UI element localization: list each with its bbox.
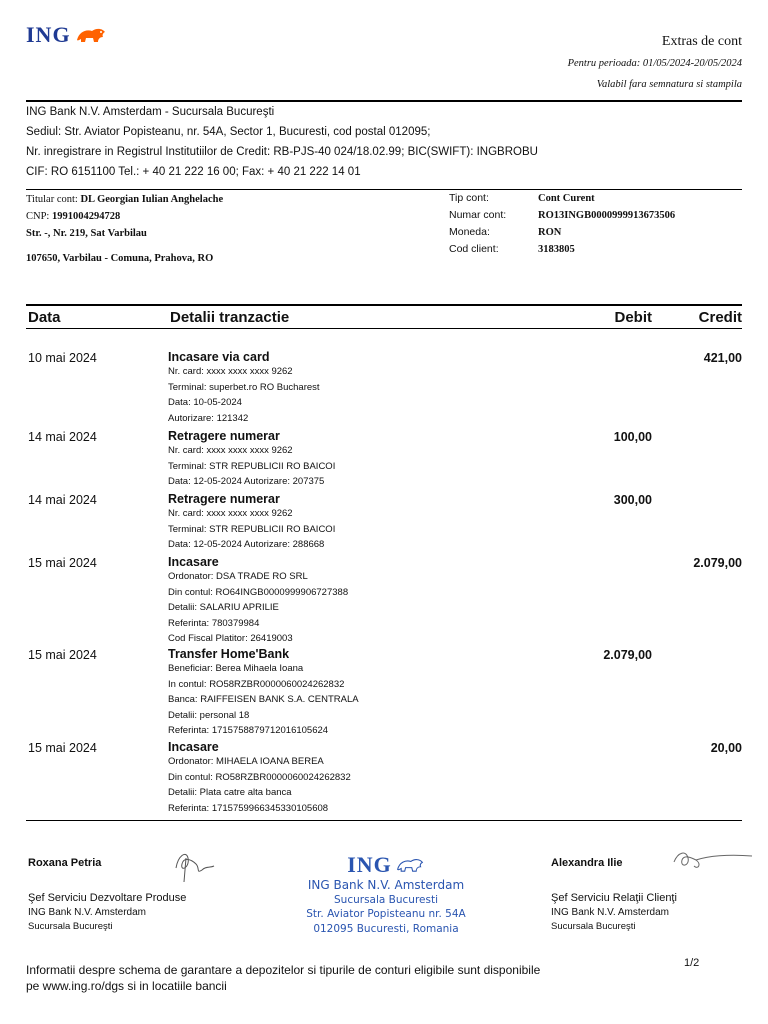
header-date: Data bbox=[28, 309, 61, 326]
table-header-rule bbox=[26, 328, 742, 329]
header-credit: Credit bbox=[698, 309, 742, 326]
row-detail: Nr. card: xxxx xxxx xxxx 9262 bbox=[168, 445, 293, 456]
row-detail: Data: 12-05-2024 Autorizare: 207375 bbox=[168, 476, 325, 488]
account-details bbox=[449, 190, 675, 258]
ing-logo bbox=[26, 22, 108, 48]
row-title: Incasare via card bbox=[168, 350, 270, 364]
account-holder bbox=[26, 191, 223, 267]
row-detail: In contul: RO58RZBR0000060024262832 bbox=[168, 678, 345, 690]
row-detail: Din contul: RO58RZBR0000060024262832 bbox=[168, 771, 351, 783]
row-detail: Referinta: 780379984 bbox=[168, 617, 260, 629]
table-row bbox=[168, 740, 351, 816]
account-detail-row bbox=[449, 190, 675, 207]
account-detail-label: Numar cont: bbox=[449, 209, 507, 221]
doc-title: Extras de cont bbox=[661, 34, 742, 49]
row-credit: 20,00 bbox=[710, 741, 742, 755]
signature-left-role: Şef Serviciu Dezvoltare Produse bbox=[28, 892, 187, 904]
row-detail: Detalii: personal 18 bbox=[168, 709, 250, 721]
signature-right-branch: Sucursala Bucureşti bbox=[551, 921, 636, 932]
row-detail: Detalii: SALARIU APRILIE bbox=[168, 602, 279, 614]
cnp-line bbox=[26, 208, 223, 225]
row-date: 14 mai 2024 bbox=[28, 493, 97, 507]
row-date: 15 mai 2024 bbox=[28, 556, 97, 570]
row-debit: 2.079,00 bbox=[603, 648, 652, 662]
row-detail: Data: 10-05-2024 bbox=[168, 397, 242, 409]
holder-line bbox=[26, 191, 223, 208]
row-title: Retragere numerar bbox=[168, 492, 280, 506]
footer-line: pe www.ing.ro/dgs si in locatiile bancii bbox=[26, 979, 227, 993]
signature-left-block bbox=[28, 891, 186, 934]
row-detail: Data: 12-05-2024 Autorizare: 288668 bbox=[168, 539, 325, 551]
lion-icon bbox=[395, 855, 425, 875]
row-detail: Referinta: 171575996634533010​5608 bbox=[168, 802, 329, 814]
row-detail: Terminal: superbet.ro RO Bucharest bbox=[168, 381, 320, 393]
stamp-logo-text: ING bbox=[347, 852, 392, 877]
row-title: Transfer Home'Bank bbox=[168, 647, 290, 661]
row-date: 15 mai 2024 bbox=[28, 741, 97, 755]
address-line-1: Str. -, Nr. 219, Sat Varbilau bbox=[26, 228, 147, 239]
row-detail: Cod Fiscal Platitor: 26419003 bbox=[168, 633, 293, 645]
table-row bbox=[168, 647, 359, 739]
address-line-2: 107650, Varbilau - Comuna, Prahova, RO bbox=[26, 253, 214, 264]
signature-left-name: Roxana Petria bbox=[28, 857, 102, 869]
row-title: Incasare bbox=[168, 740, 219, 754]
stamp-line: Str. Aviator Popisteanu nr. 54A bbox=[306, 908, 466, 920]
account-detail-label: Cod client: bbox=[449, 243, 499, 255]
row-title: Incasare bbox=[168, 555, 219, 569]
signature-right-role: Şef Serviciu Relaţii Clienţi bbox=[551, 892, 677, 904]
stamp-line: Sucursala Bucuresti bbox=[334, 894, 438, 906]
bank-info-line: Nr. inregistrare in Registrul Institutiilor de Credit: RB-PJS-40 024/18.02.99; BIC(SWIFT): INGBROBU bbox=[26, 146, 538, 158]
row-credit: 421,00 bbox=[703, 351, 742, 365]
account-detail-label: Moneda: bbox=[449, 226, 490, 238]
stamp-line: 012095 Bucuresti, Romania bbox=[313, 923, 459, 935]
footer-line: Informatii despre schema de garantare a depozitelor si tipurile de conturi eligibile sunt disponibile bbox=[26, 963, 541, 977]
cnp-label: CNP: bbox=[26, 211, 50, 222]
row-debit: 100,00 bbox=[613, 430, 652, 444]
row-date: 10 mai 2024 bbox=[28, 351, 97, 365]
row-credit: 2.079,00 bbox=[693, 556, 742, 570]
signature-right-name: Alexandra Ilie bbox=[551, 857, 623, 869]
table-row bbox=[168, 555, 348, 647]
signature-icon bbox=[166, 838, 226, 888]
account-detail-value: RON bbox=[538, 227, 562, 238]
account-detail-row bbox=[449, 207, 675, 224]
page-number: 1/2 bbox=[684, 957, 700, 969]
signature-right-org: ING Bank N.V. Amsterdam bbox=[551, 907, 670, 918]
account-detail-value: Cont Curent bbox=[538, 193, 595, 204]
row-detail: Detalii: Plata catre alta banca bbox=[168, 787, 292, 799]
row-detail: Nr. card: xxxx xxxx xxxx 9262 bbox=[168, 508, 293, 519]
signature-right-block bbox=[551, 891, 677, 934]
footer-text bbox=[26, 962, 540, 994]
account-detail-row bbox=[449, 224, 675, 241]
row-detail: Terminal: STR REPUBLICII RO BAICOI bbox=[168, 523, 336, 535]
account-detail-row bbox=[449, 241, 675, 258]
period: Pentru perioada: 01/05/2024-20/05/2024 bbox=[567, 58, 742, 69]
lion-icon bbox=[74, 24, 108, 46]
bank-info bbox=[26, 102, 538, 182]
row-detail: Referinta: 171575887971201​6105624 bbox=[168, 725, 329, 737]
table-row bbox=[168, 429, 335, 490]
row-detail: Ordonator: MIHAELA IOANA BEREA bbox=[168, 756, 324, 767]
signature-icon bbox=[668, 840, 758, 880]
header-details: Detalii tranzactie bbox=[170, 309, 290, 326]
table-row bbox=[168, 350, 320, 426]
holder-name: DL Georgian Iulian Anghelache bbox=[80, 194, 224, 205]
table-bottom-rule bbox=[26, 820, 742, 821]
row-detail: Terminal: STR REPUBLICII RO BAICOI bbox=[168, 460, 336, 472]
signature-left-org: ING Bank N.V. Amsterdam bbox=[28, 907, 147, 918]
account-detail-label: Tip cont: bbox=[449, 192, 489, 204]
account-detail-value: 3183805 bbox=[538, 244, 575, 255]
holder-label: Titular cont: bbox=[26, 194, 78, 205]
table-top-rule bbox=[26, 304, 742, 306]
row-date: 14 mai 2024 bbox=[28, 430, 97, 444]
logo-text: ING bbox=[26, 22, 71, 47]
row-date: 15 mai 2024 bbox=[28, 648, 97, 662]
table-row bbox=[168, 492, 335, 553]
row-debit: 300,00 bbox=[613, 493, 652, 507]
header-debit: Debit bbox=[614, 309, 652, 326]
account-detail-value: RO13INGB0000999913673506 bbox=[538, 210, 676, 221]
bank-info-line: ING Bank N.V. Amsterdam - Sucursala Bucureşti bbox=[26, 106, 275, 118]
bank-info-line: Sediul: Str. Aviator Popisteanu, nr. 54A, Sector 1, Bucuresti, cod postal 012095; bbox=[26, 126, 431, 138]
row-detail: Ordonator: DSA TRADE RO SRL bbox=[168, 571, 308, 582]
validity: Valabil fara semnatura si stampila bbox=[596, 79, 742, 90]
row-detail: Din contul: RO64INGB0000999906727388 bbox=[168, 586, 349, 598]
bank-stamp bbox=[296, 852, 476, 937]
row-title: Retragere numerar bbox=[168, 429, 280, 443]
bank-info-line: CIF: RO 6151100 Tel.: + 40 21 222 16 00; Fax: + 40 21 222 14 01 bbox=[26, 166, 361, 178]
row-detail: Beneficiar: Berea Mihaela Ioana bbox=[168, 663, 304, 674]
stamp-line: ING Bank N.V. Amsterdam bbox=[307, 878, 465, 892]
cnp-value: 1991004294728 bbox=[51, 211, 121, 222]
signature-left-branch: Sucursala Bucureşti bbox=[28, 921, 113, 932]
row-detail: Nr. card: xxxx xxxx xxxx 9262 bbox=[168, 366, 293, 377]
row-detail: Banca: RAIFFEISEN BANK S.A. CENTRALA bbox=[168, 694, 359, 706]
stamp-logo bbox=[296, 852, 476, 878]
row-detail: Autorizare: 121342 bbox=[168, 412, 249, 424]
